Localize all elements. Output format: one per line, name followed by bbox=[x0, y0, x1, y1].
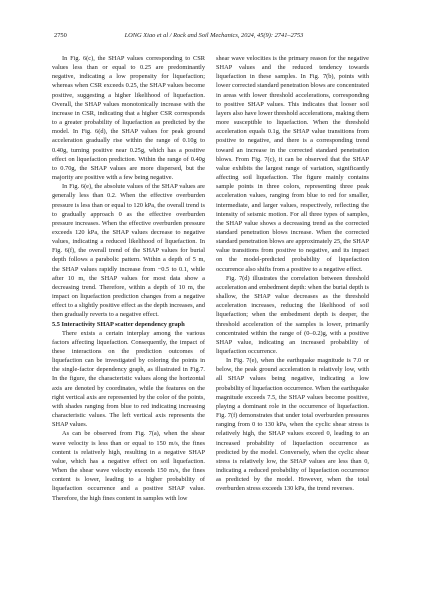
page-number: 2750 bbox=[54, 32, 67, 39]
paragraph-continuation: shear wave velocities is the primary reason for the negative SHAP values and the reduced tendency towards liquefaction in these samples. In Fig. 7(b), points with lower corrected standard penetration blows are concentrated in areas with lower threshold accelerations, corresponding to positive SHAP values. This indicates that looser soil layers also have lower threshold accelerations, making them more susceptible to liquefaction. When the threshold acceleration equals 0.1g, the SHAP value transitions from positive to negative, and there is a corresponding trend toward an increase in the corrected standard penetration blows. From Fig. 7(c), it can be observed that the SHAP value exhibits the largest range of variation, significantly affecting soil liquefaction. The figure mainly contains sample points in three colors, representing three peak acceleration values, ranging from blue to red for smaller, intermediate, and larger values, respectively, reflecting the intensity of seismic motion. For all three types of samples, the SHAP value shows a decreasing trend as the corrected standard penetration blows increase. When the corrected standard penetration blows are approximately 25, the SHAP value transitions from positive to negative, and its impact on the model-predicted probability of liquefaction occurrence also shifts from a positive to a negative effect. bbox=[216, 55, 369, 273]
left-column bbox=[52, 54, 205, 503]
right-column bbox=[216, 54, 369, 494]
section-heading: 5.5 Interactivity SHAP scatter dependency graph bbox=[52, 320, 185, 328]
paragraph: Fig. 7(d) illustrates the correlation between threshold acceleration and embedment depth: when the burial depth is shallow, the SHAP value decreases as the threshold acceleration increases, reducing the likelihood of soil liquefaction; when the embedment depth is deeper, the threshold acceleration of the samples is lower, primarily concentrated within the range of (0–0.2)g, with a positive SHAP value, indicating an increased probability of liquefaction occurrence. bbox=[216, 274, 369, 355]
paragraph: In Fig. 6(c), the SHAP values corresponding to CSR values less than or equal to 0.25 are predominantly negative, indicating a low propensity for liquefaction; whereas when CSR exceeds 0.25, the SHAP values become positive, suggesting a higher likelihood of liquefaction. Overall, the SHAP values monotonically increase with the increase in CSR, indicating that a higher CSR corresponds to a greater probability of liquefaction as predicted by the model. In Fig. 6(d), the SHAP values for peak ground acceleration gradually rise within the range of 0.10g to 0.40g, turning positive near 0.25g, which has a positive effect on liquefaction prediction. Within the range of 0.40g to 0.70g, the SHAP values are more dispersed, but the majority are positive with a few being negative. bbox=[52, 55, 205, 182]
paragraph: In Fig. 7(e), when the earthquake magnitude is 7.0 or below, the peak ground acceleration is relatively low, with all SHAP values being negative, indicating a low probability of liquefaction occurrence. When the earthquake magnitude exceeds 7.5, the SHAP values become positive, playing a dominant role in the occurrence of liquefaction. Fig. 7(f) demonstrates that under total overburden pressures ranging from 0 to 130 kPa, when the cyclic shear stress is relatively high, the SHAP values exceed 0, leading to an increased probability of liquefaction occurrence as predicted by the model. Conversely, when the cyclic shear stress is relatively low, the SHAP values are less than 0, indicating a reduced probability of liquefaction occurrence as predicted by the model. However, when the total overburden stress exceeds 130 kPa, the trend reverses. bbox=[216, 357, 369, 493]
page-header bbox=[54, 30, 374, 42]
paragraph: There exists a certain interplay among the various factors affecting liquefaction. Consequently, the impact of these interactions on the prediction outcomes of liquefaction can be investigated by coloring the points in the single-factor dependency graph, as illustrated in Fig.7. In the figure, the characteristic values along the horizontal axis are denoted by coordinates, while the features on the right vertical axis are represented by the color of the points, with shades ranging from blue to red indicating increasing characteristic values. The left vertical axis represents the SHAP values. bbox=[52, 329, 205, 429]
running-head: LONG Xiao et al / Rock and Soil Mechanics, 2024, 45(9): 2741–2753 bbox=[124, 32, 304, 39]
paragraph: In Fig. 6(e), the absolute values of the SHAP values are generally less than 0.2. When the effective overburden pressure is less than or equal to 120 kPa, the overall trend is to gradually approach 0 as the effective overburden pressure increases. When the effective overburden pressure exceeds 120 kPa, the SHAP values decrease to negative values, indicating a reduced likelihood of liquefaction. In Fig. 6(f), the overall trend of the SHAP values for burial depth follows a parabolic pattern. Within a depth of 5 m, the SHAP values rapidly increase from −0.5 to 0.1, while after 10 m, the SHAP values for most data show a decreasing trend. Therefore, within a depth of 10 m, the impact on liquefaction prediction changes from a negative effect to a slightly positive effect as the depth increases, and then gradually reverts to a negative effect. bbox=[52, 183, 205, 319]
paragraph: As can be observed from Fig. 7(a), when the shear wave velocity is less than or equal to 150 m/s, the fines content is relatively high, resulting in a negative SHAP value, which has a negative effect on soil liquefaction. When the shear wave velocity exceeds 150 m/s, the fines content is lower, leading to a higher probability of liquefaction occurrence and a positive SHAP value. Therefore, the high fines content in samples with low bbox=[52, 430, 205, 502]
